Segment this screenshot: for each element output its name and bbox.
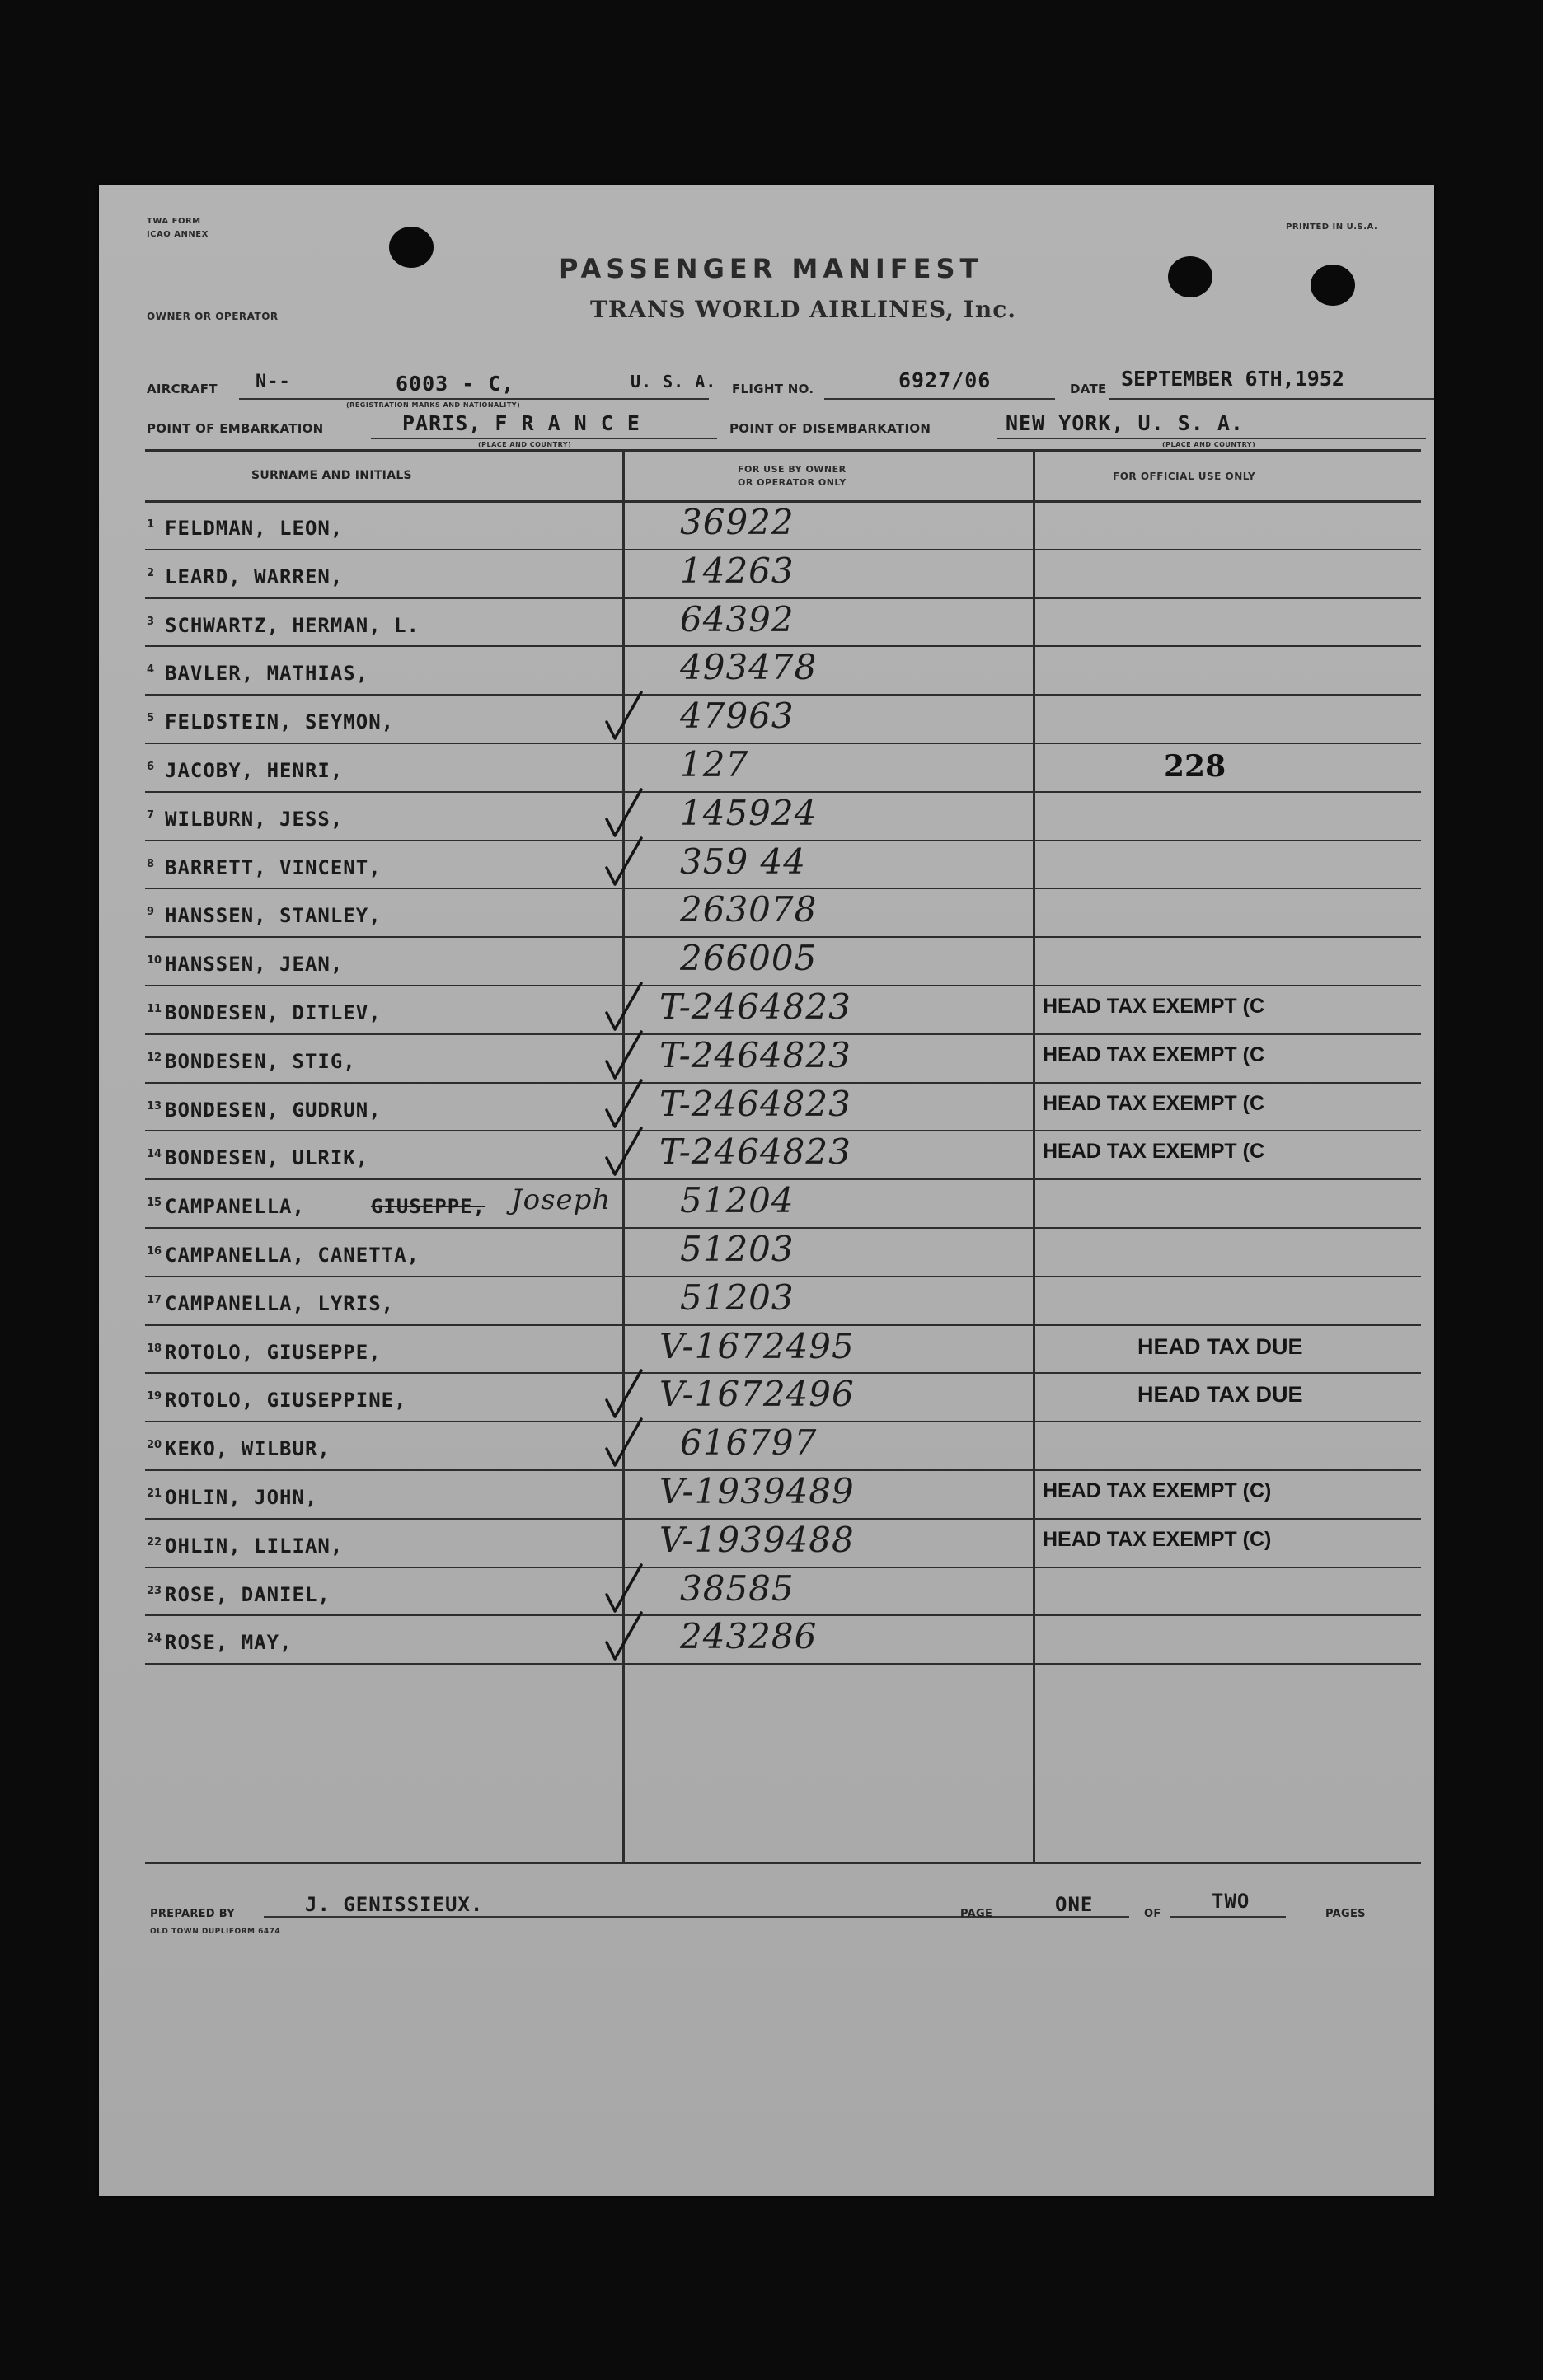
struck-name: GIUSEPPE, xyxy=(371,1195,486,1219)
ticket-number: T-2464823 xyxy=(659,1131,851,1173)
passenger-name: KEKO, WILBUR, xyxy=(165,1437,331,1461)
check-mark-shape xyxy=(603,1562,645,1614)
ticket-number: 64392 xyxy=(680,598,795,640)
date-value: SEPTEMBER 6TH,1952 xyxy=(1121,367,1344,391)
passenger-name: ROTOLO, GIUSEPPINE, xyxy=(165,1389,407,1413)
col-header-official: FOR OFFICIAL USE ONLY xyxy=(1113,471,1256,482)
ticket-number: T-2464823 xyxy=(659,1034,851,1075)
total-underline xyxy=(1170,1916,1286,1918)
passenger-name: FELDSTEIN, SEYMON, xyxy=(165,710,395,734)
ticket-number: 243286 xyxy=(680,1616,818,1657)
icao-annex: ICAO ANNEX xyxy=(147,230,209,239)
of-label: OF xyxy=(1144,1908,1161,1920)
aircraft-label: AIRCRAFT xyxy=(147,382,218,396)
ticket-number: 266005 xyxy=(680,938,818,979)
check-mark-icon xyxy=(603,1077,645,1130)
check-mark-shape xyxy=(603,835,645,888)
ticket-number: 51204 xyxy=(680,1180,795,1221)
date-label: DATE xyxy=(1070,382,1107,396)
row-number: 17 xyxy=(147,1293,162,1306)
ticket-number: 47963 xyxy=(680,696,795,737)
check-mark-shape xyxy=(603,980,645,1033)
row-number: 6 xyxy=(147,761,155,773)
flight-underline xyxy=(824,398,1055,400)
passenger-name: BONDESEN, DITLEV, xyxy=(165,1001,382,1024)
check-mark-shape xyxy=(603,1077,645,1130)
disembarkation-caption: (PLACE AND COUNTRY) xyxy=(1162,441,1256,448)
row-number: 18 xyxy=(147,1342,162,1355)
row-divider xyxy=(145,1663,1421,1665)
disembarkation-underline xyxy=(997,438,1426,439)
ticket-number: V-1672496 xyxy=(659,1374,855,1415)
manifest-sheet xyxy=(99,185,1434,2196)
row-number: 5 xyxy=(147,712,155,725)
col-header-surname: SURNAME AND INITIALS xyxy=(251,469,412,482)
printed-in-usa: PRINTED IN U.S.A. xyxy=(1286,223,1378,232)
page-number: ONE xyxy=(1055,1893,1094,1916)
official-stamp: HEAD TAX EXEMPT (C xyxy=(1043,1140,1264,1164)
check-mark-shape xyxy=(603,1416,645,1469)
row-number: 23 xyxy=(147,1584,162,1597)
check-mark-icon xyxy=(603,1125,645,1178)
flight-number: 6927/06 xyxy=(898,368,992,392)
ticket-number: 263078 xyxy=(680,889,818,930)
col-header-owner-1: FOR USE BY OWNER xyxy=(738,464,847,475)
ticket-number: 493478 xyxy=(680,647,818,688)
passenger-name: ROSE, DANIEL, xyxy=(165,1582,331,1606)
embarkation-label: POINT OF EMBARKATION xyxy=(147,421,324,436)
passenger-name: OHLIN, JOHN, xyxy=(165,1486,318,1509)
passenger-name: BARRETT, VINCENT, xyxy=(165,855,382,879)
ticket-number: 359 44 xyxy=(680,841,806,882)
check-mark-icon xyxy=(603,1367,645,1420)
ticket-number: 14263 xyxy=(680,550,795,591)
passenger-name: BONDESEN, ULRIK, xyxy=(165,1146,369,1170)
punch-hole xyxy=(389,227,434,268)
official-stamp: HEAD TAX EXEMPT (C xyxy=(1043,1091,1264,1115)
airline-name: TRANS WORLD AIRLINES, Inc. xyxy=(590,296,1016,323)
aircraft-prefix: N-- xyxy=(256,372,291,392)
column-divider-2 xyxy=(1033,449,1035,1862)
row-number: 14 xyxy=(147,1148,162,1161)
passenger-name: LEARD, WARREN, xyxy=(165,565,344,588)
row-number: 1 xyxy=(147,518,155,531)
official-stamp: HEAD TAX EXEMPT (C) xyxy=(1043,1479,1272,1502)
passenger-name: CAMPANELLA, xyxy=(165,1195,305,1219)
row-number: 8 xyxy=(147,857,155,870)
page-underline xyxy=(1006,1916,1129,1918)
passenger-name: WILBURN, JESS, xyxy=(165,807,344,831)
passenger-name: CAMPANELLA, LYRIS, xyxy=(165,1291,395,1315)
page-title: PASSENGER MANIFEST xyxy=(559,253,983,284)
passenger-name: FELDMAN, LEON, xyxy=(165,517,344,540)
table-top-border xyxy=(145,449,1421,452)
row-number: 9 xyxy=(147,906,155,919)
passenger-name: ROTOLO, GIUSEPPE, xyxy=(165,1340,382,1364)
ticket-number: 127 xyxy=(680,744,749,785)
ticket-number: V-1939489 xyxy=(659,1471,855,1511)
ticket-number: T-2464823 xyxy=(659,986,851,1027)
embarkation-underline xyxy=(371,438,717,439)
official-stamp: HEAD TAX EXEMPT (C) xyxy=(1043,1527,1272,1551)
official-stamp: HEAD TAX DUE xyxy=(1137,1382,1303,1408)
aircraft-underline xyxy=(239,398,709,400)
passenger-name: HANSSEN, JEAN, xyxy=(165,953,344,977)
row-number: 2 xyxy=(147,566,155,579)
passenger-name: OHLIN, LILIAN, xyxy=(165,1534,344,1558)
passenger-name: CAMPANELLA, CANETTA, xyxy=(165,1244,420,1267)
row-number: 22 xyxy=(147,1535,162,1548)
disembarkation-label: POINT OF DISEMBARKATION xyxy=(729,421,931,436)
table-bottom-border xyxy=(145,1862,1421,1864)
row-number: 4 xyxy=(147,663,155,677)
official-number: 228 xyxy=(1164,749,1226,784)
passenger-name: BAVLER, MATHIAS, xyxy=(165,662,369,686)
check-mark-icon xyxy=(603,786,645,839)
form-code: TWA FORM xyxy=(147,217,201,226)
row-number: 21 xyxy=(147,1488,162,1500)
nationality: U. S. A. xyxy=(631,372,717,391)
embarkation-value: PARIS, F R A N C E xyxy=(402,411,640,435)
print-code: OLD TOWN DUPLIFORM 6474 xyxy=(150,1928,281,1936)
passenger-name: BONDESEN, STIG, xyxy=(165,1049,356,1073)
check-mark-icon xyxy=(603,1416,645,1469)
row-number: 10 xyxy=(147,954,162,967)
ticket-number: 51203 xyxy=(680,1229,795,1269)
ticket-number: 616797 xyxy=(680,1422,818,1464)
check-mark-shape xyxy=(603,1609,645,1662)
pages-label: PAGES xyxy=(1325,1908,1366,1920)
check-mark-icon xyxy=(603,1562,645,1614)
check-mark-shape xyxy=(603,689,645,742)
ticket-number: 36922 xyxy=(680,502,795,542)
flight-label: FLIGHT NO. xyxy=(732,382,814,396)
row-number: 3 xyxy=(147,615,155,628)
ticket-number: 145924 xyxy=(680,792,818,833)
row-number: 16 xyxy=(147,1245,162,1258)
check-mark-icon xyxy=(603,835,645,888)
date-underline xyxy=(1109,398,1434,400)
row-number: 13 xyxy=(147,1099,162,1113)
passenger-name: BONDESEN, GUDRUN, xyxy=(165,1098,382,1122)
prepared-underline xyxy=(264,1916,1006,1918)
prepared-by-label: PREPARED BY xyxy=(150,1908,235,1920)
check-mark-icon xyxy=(603,689,645,742)
total-pages: TWO xyxy=(1212,1890,1250,1913)
check-mark-shape xyxy=(603,786,645,839)
passenger-name: SCHWARTZ, HERMAN, L. xyxy=(165,613,420,637)
passenger-name: JACOBY, HENRI, xyxy=(165,759,344,782)
check-mark-icon xyxy=(603,980,645,1033)
row-number: 20 xyxy=(147,1439,162,1452)
handwritten-name: Joseph xyxy=(511,1183,612,1217)
ticket-number: 51203 xyxy=(680,1277,795,1318)
prepared-by-value: J. GENISSIEUX. xyxy=(305,1893,484,1916)
owner-label: OWNER OR OPERATOR xyxy=(147,311,279,322)
check-mark-icon xyxy=(603,1028,645,1081)
row-number: 11 xyxy=(147,1003,162,1015)
ticket-number: T-2464823 xyxy=(659,1083,851,1124)
passenger-name: ROSE, MAY, xyxy=(165,1631,293,1655)
official-stamp: HEAD TAX EXEMPT (C xyxy=(1043,1042,1264,1066)
official-stamp: HEAD TAX EXEMPT (C xyxy=(1043,995,1264,1018)
aircraft-value: 6003 - C, xyxy=(396,372,515,396)
ticket-number: V-1672495 xyxy=(659,1325,855,1366)
disembarkation-value: NEW YORK, U. S. A. xyxy=(1006,411,1244,435)
col-header-owner-2: OR OPERATOR ONLY xyxy=(738,477,847,488)
check-mark-icon xyxy=(603,1609,645,1662)
row-number: 12 xyxy=(147,1051,162,1064)
check-mark-shape xyxy=(603,1367,645,1420)
page-label: PAGE xyxy=(960,1908,993,1920)
row-number: 19 xyxy=(147,1390,162,1403)
passenger-name: HANSSEN, STANLEY, xyxy=(165,904,382,928)
punch-hole xyxy=(1311,265,1355,306)
registration-caption: (REGISTRATION MARKS AND NATIONALITY) xyxy=(346,401,521,409)
check-mark-shape xyxy=(603,1125,645,1178)
official-stamp: HEAD TAX DUE xyxy=(1137,1333,1303,1359)
ticket-number: 38585 xyxy=(680,1567,795,1609)
punch-hole xyxy=(1168,256,1212,298)
row-number: 7 xyxy=(147,808,155,822)
row-divider xyxy=(145,743,1421,744)
embarkation-caption: (PLACE AND COUNTRY) xyxy=(478,441,572,448)
row-number: 15 xyxy=(147,1197,162,1210)
ticket-number: V-1939488 xyxy=(659,1519,855,1560)
row-number: 24 xyxy=(147,1633,162,1646)
check-mark-shape xyxy=(603,1028,645,1081)
